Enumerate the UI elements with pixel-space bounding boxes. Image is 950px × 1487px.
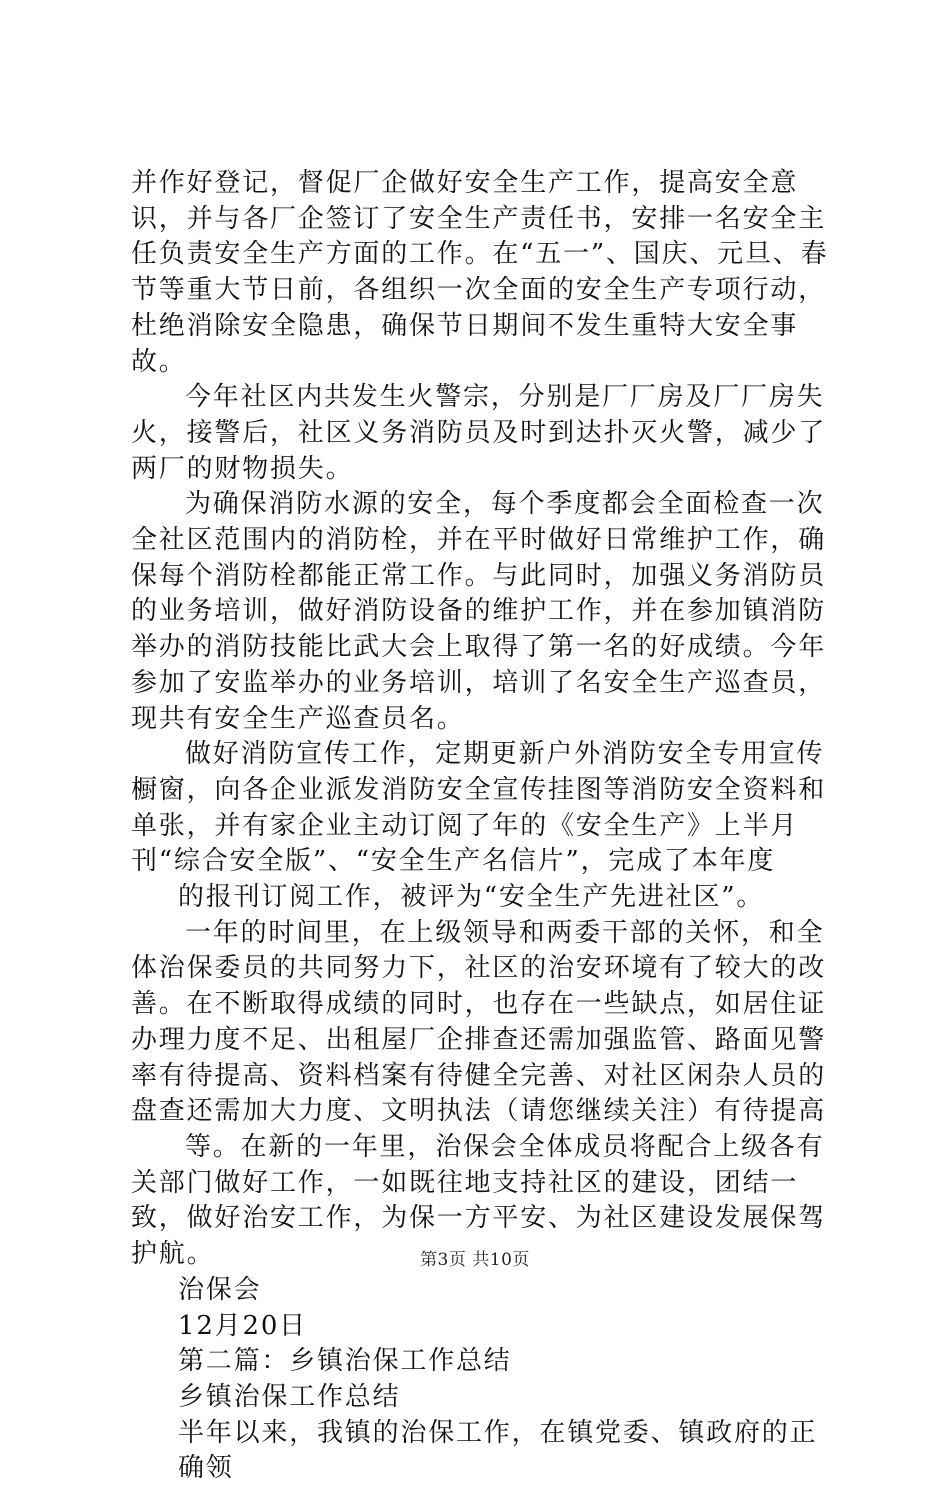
document-body <box>131 166 831 1487</box>
paragraph-7: 等。在新的一年里，治保会全体成员将配合上级各有关部门做好工作，一如既往地支持社区的建设，团结一致，做好治安工作，为保一方平安、为社区建设发展保驾护航。 <box>131 1131 827 1270</box>
paragraph-2: 今年社区内共发生火警宗，分别是厂厂房及厂厂房失火，接警后，社区义务消防员及时到达扑灭火警，减少了两厂的财物损失。 <box>131 382 827 484</box>
paragraph-5: 的报刊订阅工作，被评为“安全生产先进社区”。 <box>178 882 765 913</box>
signature-org: 治保会 <box>178 1274 262 1305</box>
paragraph-12: 半年以来，我镇的治保工作，在镇党委、镇政府的正确领 <box>178 1417 818 1484</box>
paragraph-1: 并作好登记，督促厂企做好安全生产工作，提高安全意识，并与各厂企签订了安全生产责任书，安排一名安全主任负责安全生产方面的工作。在“五一”、国庆、元旦、春节等重大节日前，各组织一次全面的安全生产专项行动，杜绝消除安全隐患，确保节日期间不发生重特大安全事故。 <box>131 168 829 377</box>
page-footer: 第3页 共10页 <box>420 1250 530 1270</box>
section-title: 乡镇治保工作总结 <box>178 1381 401 1412</box>
paragraph-3: 为确保消防水源的安全，每个季度都会全面检查一次全社区范围内的消防栓，并在平时做好日常维护工作，确保每个消防栓都能正常工作。与此同时，加强义务消防员的业务培训，做好消防设备的维护工作，并在参加镇消防举办的消防技能比武大会上取得了第一名的好成绩。今年参加了安监举办的业务培训，培训了名安全生产巡查员，现共有安全生产巡查员名。 <box>131 489 827 734</box>
signature-date: 12月20日 <box>178 1310 307 1341</box>
paragraph-4: 做好消防宣传工作，定期更新户外消防安全专用宣传橱窗，向各企业派发消防安全宣传挂图等消防安全资料和单张，并有家企业主动订阅了年的《安全生产》上半月刊“综合安全版”、“安全生产名信片”，完成了本年度 <box>131 739 827 877</box>
section-heading: 第二篇：乡镇治保工作总结 <box>178 1346 512 1377</box>
paragraph-6: 一年的时间里，在上级领导和两委干部的关怀，和全体治保委员的共同努力下，社区的治安环境有了较大的改善。在不断取得成绩的同时，也存在一些缺点，如居住证办理力度不足、出租屋厂企排查还需加强监管、路面见警率有待提高、资料档案有待健全完善、对社区闲杂人员的盘查还需加大力度、文明执法（请您继续关注）有待提高 <box>131 917 827 1127</box>
